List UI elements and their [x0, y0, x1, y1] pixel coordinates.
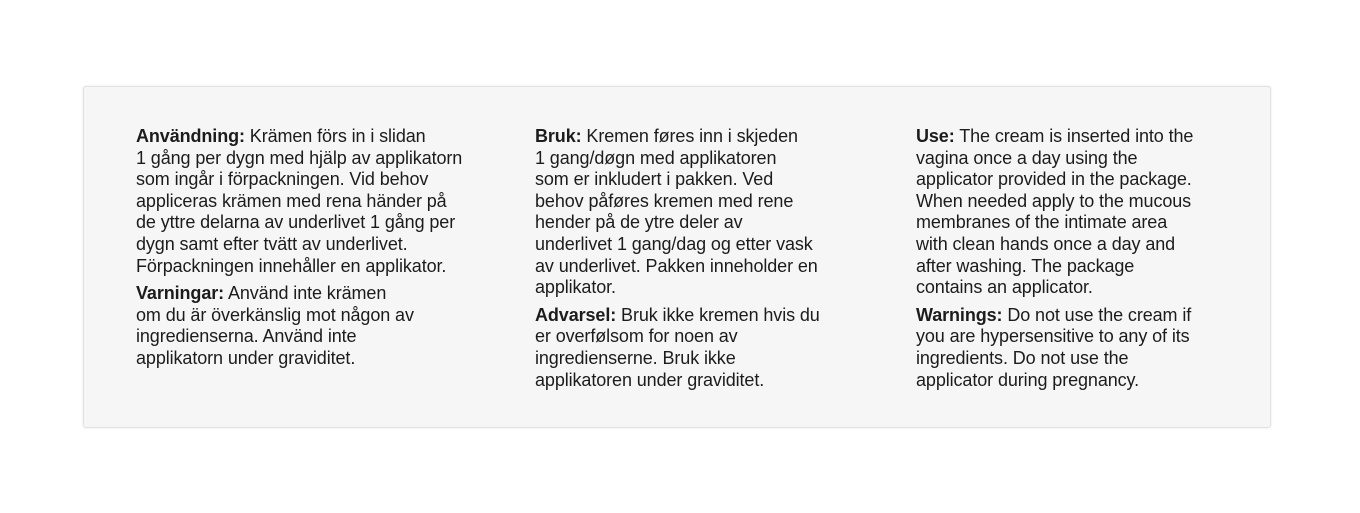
usage-text: The cream is inserted into the vagina once a day using the applicator provided in the package. When needed apply to the mucous membranes of the intimate area with clean hands once a day and after washing. The package contains an applicator.	[916, 126, 1194, 298]
column-swedish	[136, 126, 501, 370]
usage-text: Krämen förs in i slidan 1 gång per dygn med hjälp av applikatorn som ingår i förpackningen. Vid behov appliceras krämen med rena händer på de yttre delarna av underlivet 1 gång per dygn samt efter tvätt av underlivet. Förpackningen innehåller en applikator.	[136, 126, 463, 276]
usage-label: Bruk:	[535, 126, 582, 146]
warning-label: Warnings:	[916, 304, 1003, 325]
usage-paragraph	[136, 126, 501, 277]
usage-label: Use:	[916, 126, 955, 146]
usage-text: Kremen føres inn i skjeden 1 gang/døgn med applikatoren som er inkludert i pakken. Ved behov påføres kremen med rene hender på de ytre deler av underlivet 1 gang/dag og etter vask av underlivet. Pakken inneholder en applikator.	[535, 126, 818, 298]
warning-text: Do not use the cream if you are hypersensitive to any of its ingredients. Do not use the applicator during pregnancy.	[916, 304, 1192, 390]
warning-label: Varningar:	[136, 283, 225, 304]
usage-paragraph	[535, 126, 855, 299]
warning-paragraph	[535, 305, 855, 391]
column-english	[916, 126, 1236, 391]
warning-text: Använd inte krämen om du är överkänslig mot någon av ingredienserna. Använd inte applikatorn under graviditet.	[136, 283, 414, 368]
warning-text: Bruk ikke kremen hvis du er overfølsom for noen av ingredienserne. Bruk ikke applikatoren under graviditet.	[535, 304, 820, 390]
usage-paragraph	[916, 126, 1236, 299]
usage-label: Användning:	[136, 126, 245, 146]
column-norwegian	[535, 126, 855, 391]
warning-paragraph	[136, 283, 501, 369]
warning-label: Advarsel:	[535, 304, 617, 325]
warning-paragraph	[916, 305, 1236, 391]
leaflet-panel	[83, 86, 1271, 428]
